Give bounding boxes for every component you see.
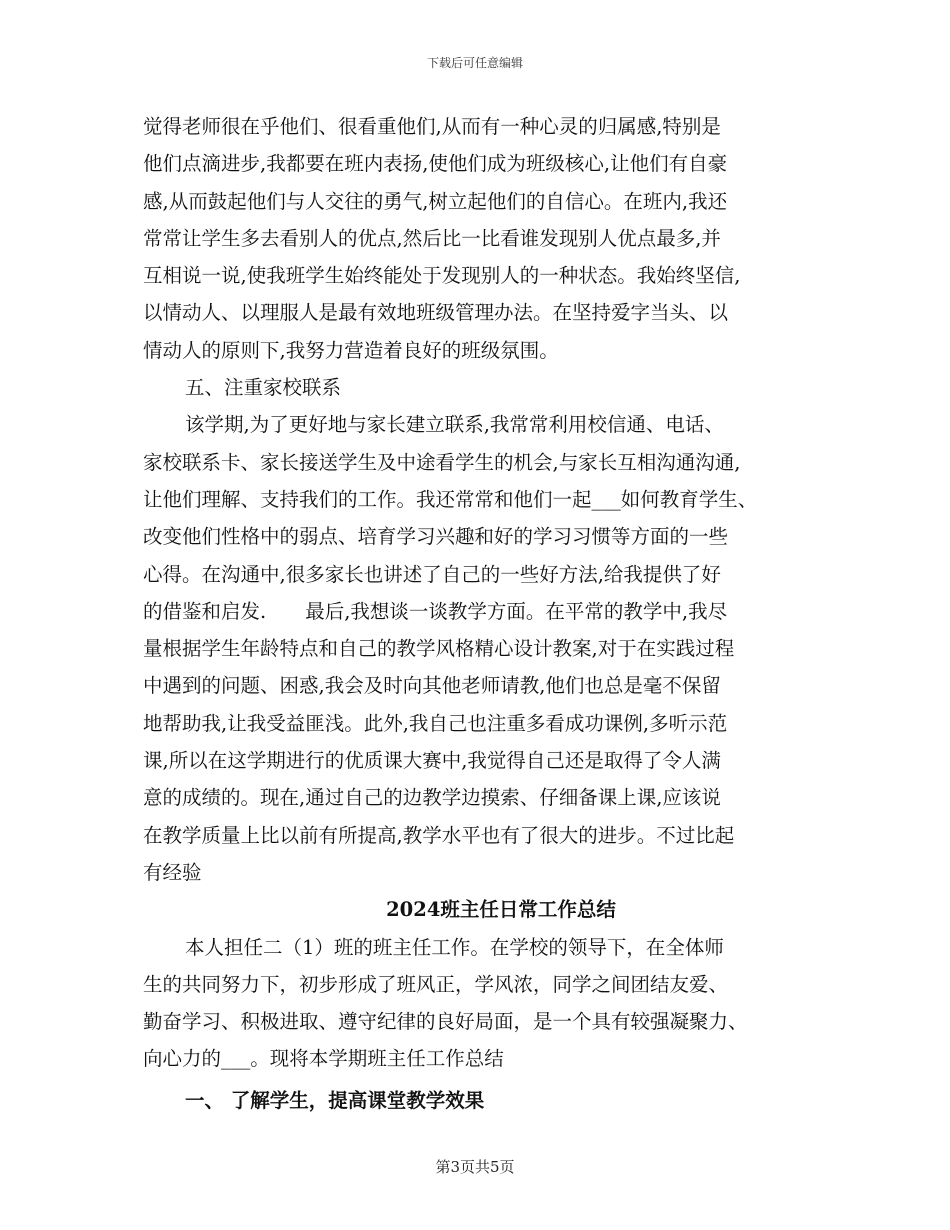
paragraph-line: 意的成绩的。现在,通过自己的边教学边摸索、仔细备课上课,应该说	[143, 786, 721, 810]
paragraph-line: 常常让学生多去看别人的优点,然后比一比看谁发现别人优点最多,并	[143, 226, 721, 250]
paragraph-line: 该学期,为了更好地与家长建立联系,我常常利用校信通、电话、	[185, 413, 724, 437]
paragraph-line: 心得。在沟通中,很多家长也讲述了自己的一些好方法,给我提供了好	[143, 562, 721, 586]
paragraph-line: 在教学质量上比以前有所提高,教学水平也有了很大的进步。不过比起	[143, 823, 735, 847]
paragraph-line: 勤奋学习、积极进取、遵守纪律的良好局面，是一个具有较强凝聚力、	[143, 1010, 748, 1034]
paragraph-line: 的借鉴和启发. 最后,我想谈一谈教学方面。在平常的教学中,我尽	[143, 599, 728, 623]
paragraph-line: 生的共同努力下，初步形成了班风正，学风浓，同学之间团结友爱、	[143, 972, 729, 996]
paragraph-line: 觉得老师很在乎他们、很看重他们,从而有一种心灵的归属感,特别是	[143, 115, 721, 138]
document-body	[143, 108, 819, 1119]
paragraph-line: 改变他们性格中的弱点、培育学习兴趣和好的学习习惯等方面的一些	[143, 525, 729, 549]
paragraph-line: 他们点滴进步,我都要在班内表扬,使他们成为班级核心,让他们有自豪	[143, 152, 728, 176]
subheading: 一、 了解学生，提高课堂教学效果	[185, 1088, 485, 1112]
paragraph-line: 向心力的___。现将本学期班主任工作总结	[143, 1047, 504, 1071]
paragraph-line: 情动人的原则下,我努力营造着良好的班级氛围。	[143, 338, 559, 362]
paragraph-line: 本人担任二（1）班的班主任工作。在学校的领导下，在全体师	[185, 935, 724, 959]
paragraph-line: 以情动人、以理服人是最有效地班级管理办法。在坚持爱字当头、以	[143, 301, 729, 325]
paragraph-line: 家校联系卡、家长接送学生及中途看学生的机会,与家长互相沟通沟通,	[143, 450, 741, 474]
page-header: 下载后可任意编辑	[426, 56, 523, 70]
document-title: 2024班主任日常工作总结	[386, 898, 616, 922]
paragraph-line: 量根据学生年龄特点和自己的教学风格精心设计教案,对于在实践过程	[143, 637, 735, 661]
paragraph-line: 让他们理解、支持我们的工作。我还常常和他们一起___如何教育学生、	[143, 487, 758, 511]
section-heading-5: 五、注重家校联系	[185, 376, 342, 400]
paragraph-line: 中遇到的问题、困惑,我会及时向其他老师请教,他们也总是毫不保留	[143, 674, 721, 698]
paragraph-line: 课,所以在这学期进行的优质课大赛中,我觉得自己还是取得了令人满	[143, 749, 721, 773]
paragraph-line: 互相说一说,使我班学生始终能处于发现别人的一种状态。我始终坚信,	[143, 264, 741, 288]
paragraph-line: 地帮助我,让我受益匪浅。此外,我自己也注重多看成功课例,多听示范	[143, 711, 728, 735]
page-footer: 第3页共5页	[435, 1158, 515, 1176]
paragraph-line: 有经验	[143, 860, 202, 884]
paragraph-line: 感,从而鼓起他们与人交往的勇气,树立起他们的自信心。在班内,我还	[143, 189, 728, 213]
